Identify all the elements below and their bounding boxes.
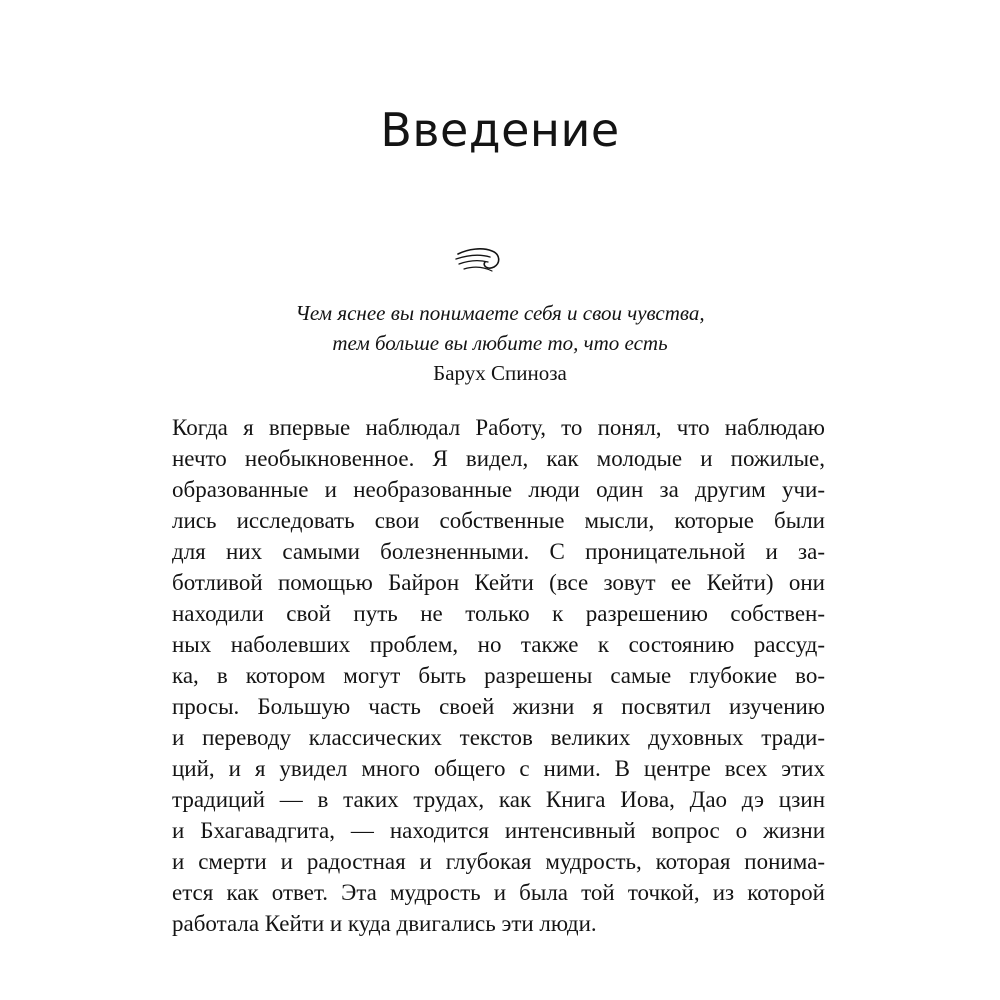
text-line: находили свой путь не только к разрешению собствен-	[172, 601, 825, 626]
text-line: ных наболевших проблем, но также к состоянию рассуд-	[172, 632, 825, 657]
text-line: и переводу классических текстов великих духовных тради-	[172, 725, 825, 750]
epigraph-line: Чем яснее вы понимаете себя и свои чувства,	[295, 301, 705, 325]
swash-ornament-icon	[454, 245, 502, 275]
text-line: ций, и я увидел много общего с ними. В центре всех этих	[172, 756, 825, 781]
body-paragraph	[172, 412, 825, 939]
text-line: и смерти и радостная и глубокая мудрость, которая понима-	[172, 849, 825, 874]
text-line: ка, в котором могут быть разрешены самые глубокие во-	[172, 663, 825, 688]
text-line: Когда я впервые наблюдал Работу, то понял, что наблюдаю	[172, 415, 825, 440]
text-line: работала Кейти и куда двигались эти люди.	[172, 911, 597, 936]
text-line: традиций — в таких трудах, как Книга Иова, Дао дэ цзин	[172, 787, 825, 812]
text-line: и Бхагавадгита, — находится интенсивный вопрос о жизни	[172, 818, 825, 843]
text-line: для них самыми болезненными. С проницательной и за-	[172, 539, 825, 564]
text-line: просы. Большую часть своей жизни я посвятил изучению	[172, 694, 825, 719]
text-line: ботливой помощью Байрон Кейти (все зовут ее Кейти) они	[172, 570, 825, 595]
text-line: лись исследовать свои собственные мысли, которые были	[172, 508, 825, 533]
text-line: нечто необыкновенное. Я видел, как молодые и пожилые,	[172, 446, 825, 471]
epigraph	[0, 298, 1000, 388]
text-line: образованные и необразованные люди один за другим учи-	[172, 477, 825, 502]
epigraph-line: тем больше вы любите то, что есть	[332, 331, 668, 355]
chapter-title: Введение	[380, 103, 620, 157]
text-line: ется как ответ. Эта мудрость и была той точкой, из которой	[172, 880, 825, 905]
epigraph-author: Барух Спиноза	[433, 361, 567, 385]
